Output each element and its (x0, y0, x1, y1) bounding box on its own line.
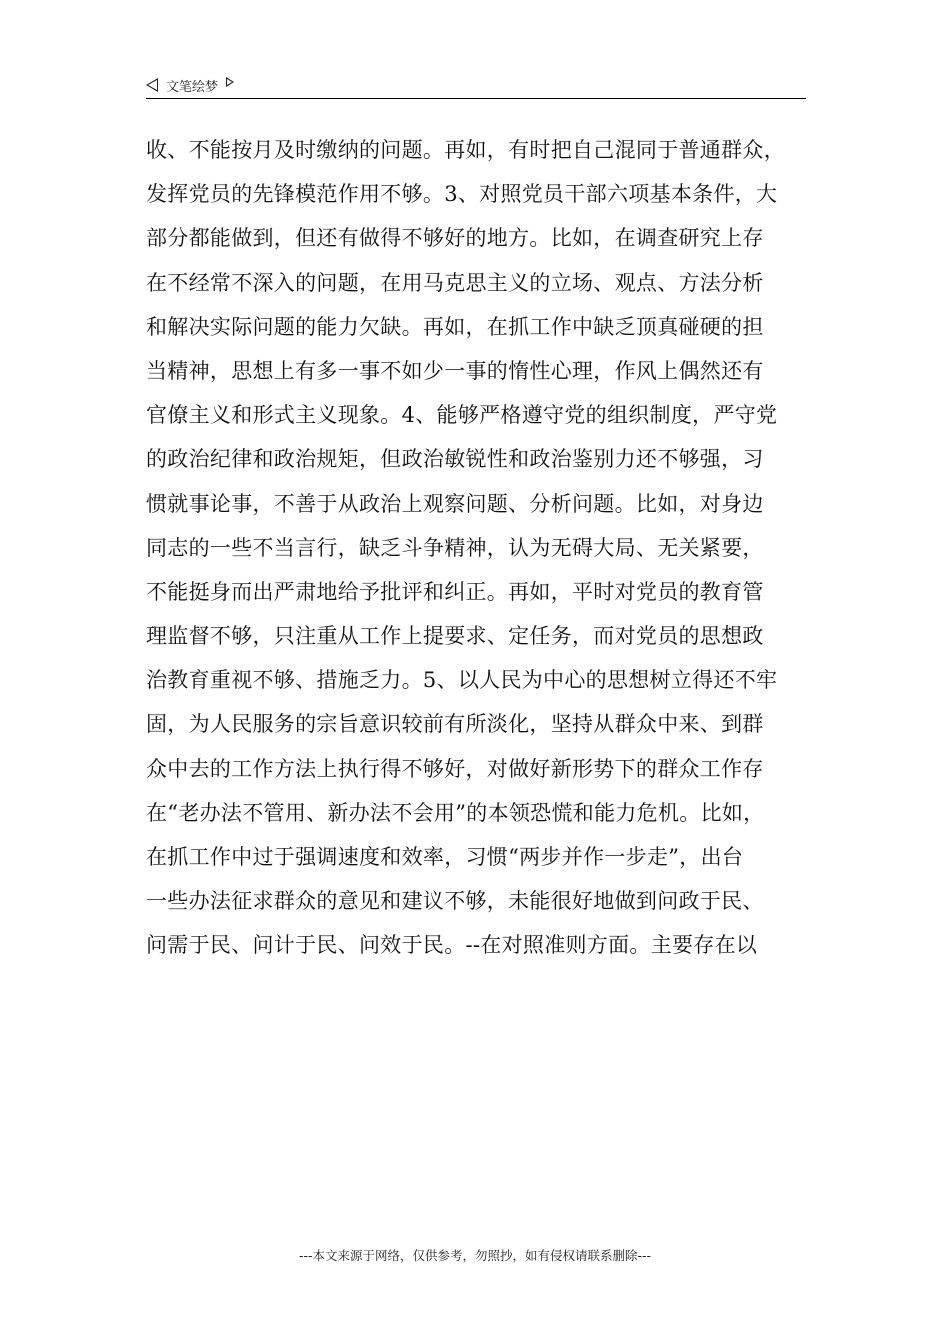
body-line: 发挥党员的先锋模范作用不够。3、对照党员干部六项基本条件，大 (146, 182, 778, 207)
body-line: 和解决实际问题的能力欠缺。再如，在抓工作中缺乏顶真碰硬的担 (146, 314, 764, 339)
body-line: 固，为人民服务的宗旨意识较前有所淡化，坚持从群众中来、到群 (146, 712, 764, 737)
body-line: 在抓工作中过于强调速度和效率，习惯“两步并作一步走”，出台 (146, 845, 744, 869)
body-line: 在“老办法不管用、新办法不会用”的本领恐慌和能力危机。比如， (146, 800, 765, 825)
body-line: 理监督不够，只注重从工作上提要求、定任务，而对党员的思想政 (146, 624, 764, 649)
body-line: 治教育重视不够、措施乏力。5、以人民为中心的思想树立得还不牢 (146, 668, 778, 693)
body-line: 在不经常不深入的问题，在用马克思主义的立场、观点、方法分析 (146, 270, 764, 295)
body-line: 惯就事论事，不善于从政治上观察问题、分析问题。比如，对身边 (146, 491, 764, 516)
page-header (146, 72, 806, 99)
body-line: 不能挺身而出严肃地给予批评和纠正。再如，平时对党员的教育管 (146, 579, 764, 604)
document-body (146, 128, 810, 968)
body-line: 当精神，思想上有多一事不如少一事的惰性心理，作风上偶然还有 (146, 358, 764, 383)
body-line: 同志的一些不当言行，缺乏斗争精神，认为无碍大局、无关紧要， (146, 535, 764, 560)
left-triangle-icon (146, 78, 158, 92)
right-triangle-icon (226, 77, 234, 87)
body-line: 众中去的工作方法上执行得不够好，对做好新形势下的群众工作存 (146, 756, 764, 781)
body-line: 官僚主义和形式主义现象。4、能够严格遵守党的组织制度，严守党 (146, 403, 778, 428)
body-line: 一些办法征求群众的意见和建议不够，未能很好地做到问政于民、 (146, 889, 764, 914)
body-line: 部分都能做到，但还有做得不够好的地方。比如，在调查研究上存 (146, 226, 764, 251)
header-title: 文笔绘梦 (166, 79, 219, 95)
body-line: 问需于民、问计于民、问效于民。--在对照准则方面。主要存在以 (146, 933, 758, 958)
footer-notice: ---本文来源于网络，仅供参考，勿照抄，如有侵权请联系删除--- (298, 1248, 652, 1263)
body-line: 的政治纪律和政治规矩，但政治敏锐性和政治鉴别力还不够强，习 (146, 447, 764, 472)
body-line: 收、不能按月及时缴纳的问题。再如，有时把自己混同于普通群众， (146, 138, 785, 162)
